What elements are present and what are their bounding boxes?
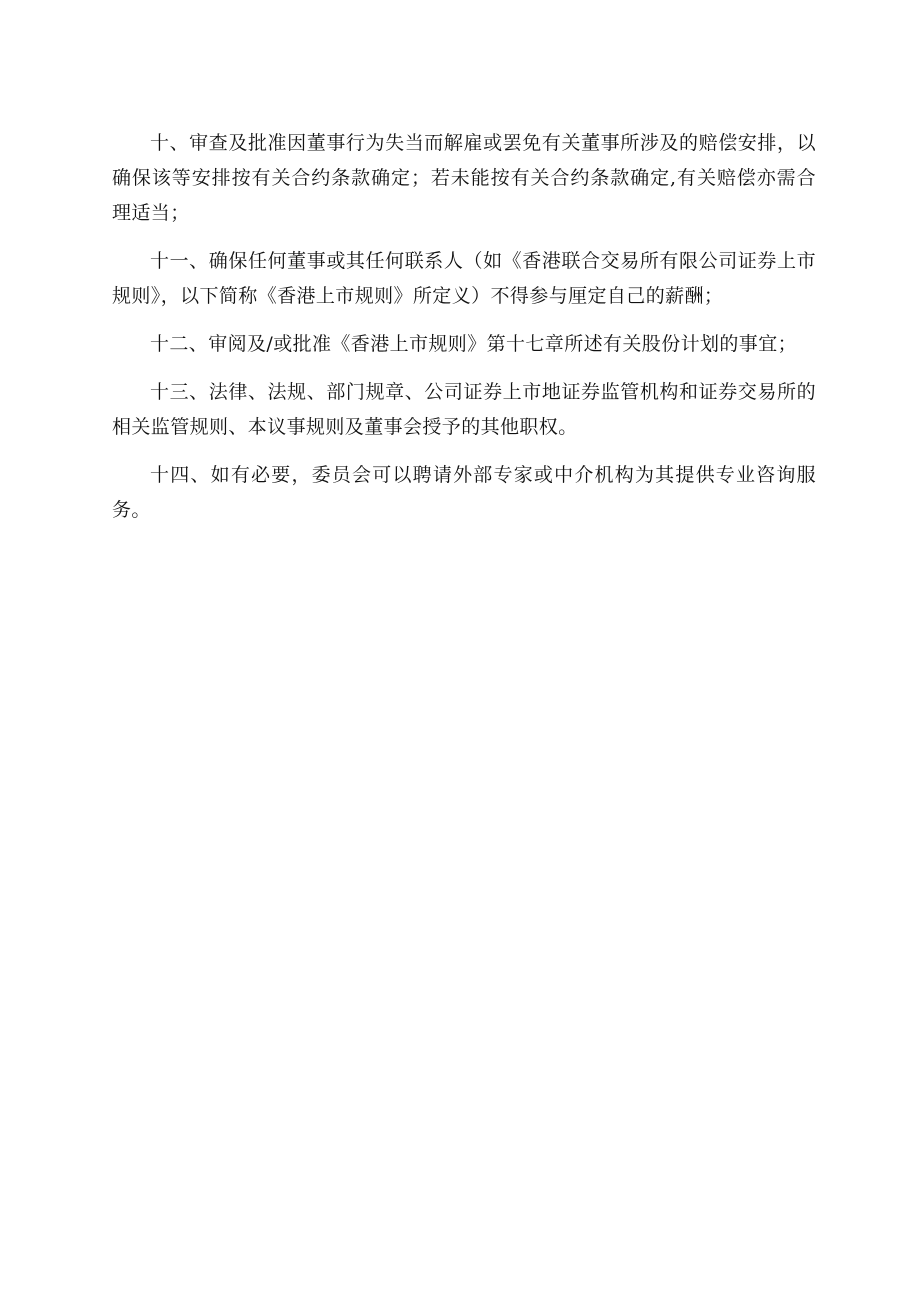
clause-13-paragraph: 十三、法律、法规、部门规章、公司证券上市地证券监管机构和证券交易所的相关监管规则、本议事规则及董事会授予的其他职权。 xyxy=(112,381,816,438)
clause-12-paragraph: 十二、审阅及/或批准《香港上市规则》第十七章所述有关股份计划的事宜； xyxy=(150,333,798,355)
clause-10-paragraph: 十、审查及批准因董事行为失当而解雇或罢免有关董事所涉及的赔偿安排，以确保该等安排按有关合约条款确定；若未能按有关合约条款确定,有关赔偿亦需合理适当； xyxy=(112,132,816,224)
clause-14-paragraph: 十四、如有必要，委员会可以聘请外部专家或中介机构为其提供专业咨询服务。 xyxy=(112,464,816,521)
document-body xyxy=(112,126,816,541)
clause-11-paragraph: 十一、确保任何董事或其任何联系人（如《香港联合交易所有限公司证券上市规则》，以下简称《香港上市规则》所定义）不得参与厘定自己的薪酬； xyxy=(112,250,816,307)
